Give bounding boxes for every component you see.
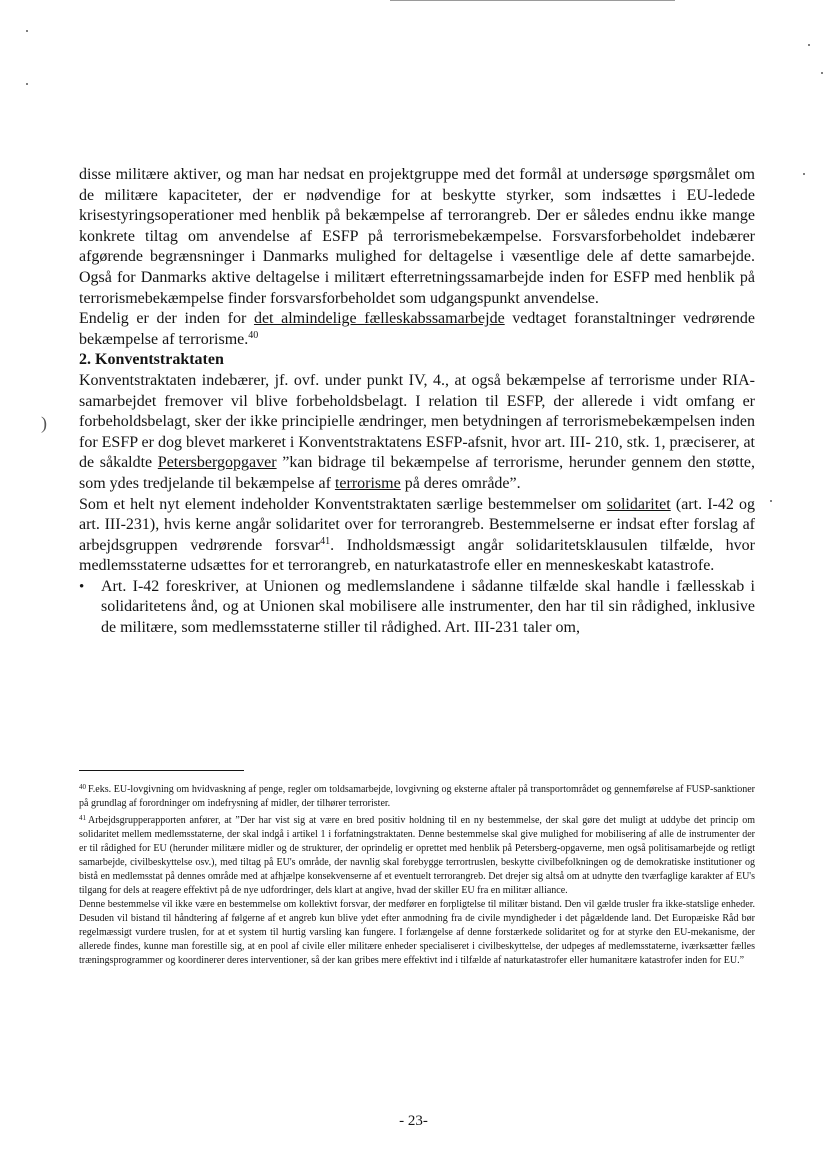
bullet-text: Art. I-42 foreskriver, at Unionen og medlemslandene i sådanne tilfælde skal handle i fællesskab i solidaritetens ånd, og at Unionen skal mobilisere alle instrumenter, den har til sin rådighed, inklusive de militære, som medlemsstaterne stiller til rådighed. Art. III-231 taler om, [101,577,755,637]
scan-speck [821,72,823,74]
footnote-41-continued: Denne bestemmelse vil ikke være en bestemmelse om kollektivt forsvar, der medfører en forpligtelse til militær bistand. Den vil gælde trusler fra ikke-statslige enheder. Desuden vil bistand til håndtering af følgerne af et angreb kun blive ydet efter anmodning fra de civile myndigheder i det pågældende land. Det Europæiske Råd bør regelmæssigt vurdere truslen, for at et system til hurtig varsling kan fungere. I forlængelse af denne forstærkede solidaritet og for at styrke den EU-mekanisme, der allerede findes, kunne man forestille sig, at en pool af civile eller militære enheder specialiseret i civilbeskyttelse, der udpeges af medlemsstaterne, iværksætter fælles træningsprogrammer og koordinerer deres interventioner, så der kan gribes mere effektivt ind i tilfælde af naturkatastrofer eller humanitære katastrofer inden for EU.” [79,899,755,966]
bullet-dot-icon: • [79,578,85,595]
footnote-separator [79,770,244,771]
underlined-term: terrorisme [334,474,401,492]
footnote-number: 41 [79,814,86,822]
footnote-number: 40 [79,783,86,791]
underlined-term: det almindelige fælleskabssamarbejde [253,310,505,328]
scan-top-rule [390,0,675,1]
margin-mark: ) [41,413,47,433]
scan-speck [803,173,805,175]
underlined-term: solidaritet [606,495,671,513]
underlined-term: Petersbergopgaver [157,454,277,472]
document-body [79,165,755,639]
footnote-41: $^{41}$ Arbejdsgrupperapporten anfører, at ”Der har vist sig at være en bred positiv holdning til en ny bestemmelse, der skal gøre det muligt at uddybe det princip om solidaritet mellem medlemsstaterne, der skal indgå i artikel 1 i forfatningstraktaten. Denne bestemmelse skal give mulighed for mobilisering af alle de instrumenter der er til rådighed for EU (herunder militære midler og de strukturer, der oprindelig er oprettet med henblik på Petersberg-opgaverne, men også politisamarbejde og retligt samarbejde, civilbeskyttelse osv.), med tiltag på EU's område, der navnlig skal forebygge terrortruslen, beskytte civilbefolkningen og de demokratiske institutioner og bistå en medlemsstat på dennes område med at afhjælpe konsekvenserne af et eventuelt terrorangreb. Det drejer sig altså om at udnytte den tværfaglige karakter af EU's tilgang for dels at reagere effektivt på de nye udfordringer, dels klart at angive, hvad der skiller EU fra en militær alliance. [79,814,755,896]
paragraph-esfp: disse militære aktiver, og man har nedsat en projektgruppe med det formål at undersøge spørgsmålet om de militære kapaciteter, der er nødvendige for at beskytte styrker, som indsættes i EU-ledede krisestyringsoperationer med henblik på bekæmpelse af terrorangreb. Der er således endnu ikke mange konkrete tiltag om anvendelse af ESFP på terrorismebekæmpelse. Forsvarsforbeholdet indebærer afgørende begrænsninger i Danmarks mulighed for deltagelse i væsentlige dele af dette samarbejde. Også for Danmarks aktive deltagelse i militært efterretningssamarbejde inden for ESFP med henblik på terrorismebekæmpelse finder forsvarsforbeholdet som udgangspunkt anvendelse. [79,166,755,307]
page-number: - 23- [399,1113,428,1129]
paragraph-faelleskab: Endelig er der inden for det almindelige fælleskabssamarbejde vedtaget foranstaltninger vedrørende bekæmpelse af terrorisme.$^{40}$ [79,310,756,348]
footnote-ref-40[interactable]: 40 [248,329,259,341]
section-heading: 2. Konventstraktaten [79,351,224,369]
footnote-40: $^{40}$ F.eks. EU-lovgivning om hvidvaskning af penge, regler om toldsamarbejde, lovgivning og eksterne aftaler på transportområdet og gennemførelse af FUSP-sanktioner på grundlag af forordninger om indefrysning af midler, der tilhører terrorister. [79,783,755,809]
paragraph-konventstraktaten: Konventstraktaten indebærer, jf. ovf. under punkt IV, 4., at også bekæmpelse af terrorisme under RIA-samarbejdet fremover vil blive forbeholdsbelagt. I relation til ESFP, der allerede i vidt omfang er forbeholdsbelagt, sker der ikke principielle ændringer, men betydningen af terrorismebekæmpelsen inden for ESFP er dog blevet markeret i Konventstraktatens ESFP-afsnit, hvor art. III- 210, stk. 1, præciserer, at de såkaldte Petersbergopgaver ”kan bidrage til bekæmpelse af terrorisme, herunder gennem den støtte, som ydes tredjelande til bekæmpelse af terrorisme på deres område”. [79,371,755,492]
bullet-item [79,577,755,639]
paragraph-solidaritet: Som et helt nyt element indeholder Konventstraktaten særlige bestemmelser om solidaritet (art. I-42 og art. III-231), hvis kerne angår solidaritet over for terrorangreb. Bestemmelserne er indsat efter forslag af arbejdsgruppen vedrørende forsvar$^{41}$. Indholdsmæssigt angår solidaritetsklausulen tilfælde, hvor medlemsstaterne udsættes for et terrorangreb, en naturkatastrofe eller en menneskeskabt katastrofe. [79,495,756,575]
scan-speck [26,30,28,32]
footnote-ref-41[interactable]: 41 [320,535,331,547]
footnotes [79,780,755,968]
scan-speck [26,83,28,85]
scan-speck [770,500,772,502]
scan-speck [808,44,810,46]
